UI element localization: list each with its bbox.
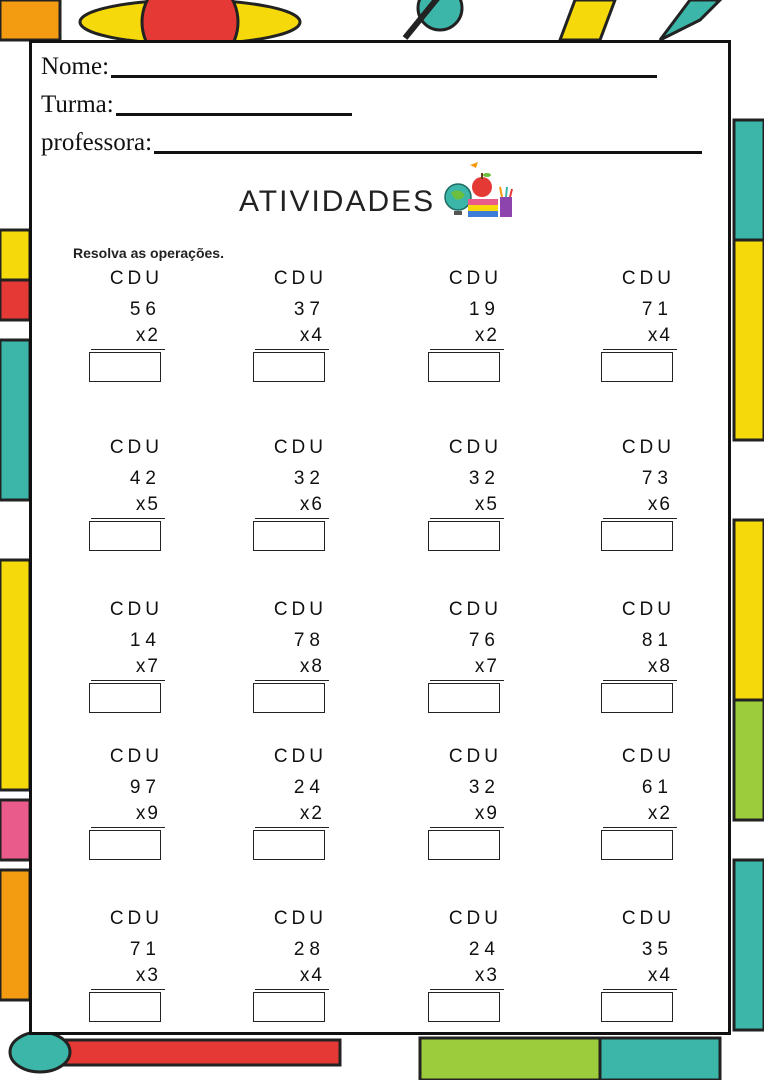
sum-line <box>255 349 329 350</box>
teacher-label: professora: <box>41 129 153 156</box>
problem-multiplier: x7 <box>474 656 499 677</box>
name-line[interactable] <box>111 75 657 78</box>
problem-multiplier: x4 <box>647 325 672 346</box>
problem-number: 24 <box>293 777 325 798</box>
problem-item <box>89 268 169 378</box>
problem-number: 19 <box>468 299 500 320</box>
answer-box[interactable] <box>253 521 325 551</box>
name-label: Nome: <box>41 53 110 80</box>
sum-line <box>603 680 677 681</box>
sum-line <box>430 989 504 990</box>
problem-multiplier: x5 <box>474 494 499 515</box>
problem-item <box>601 268 681 378</box>
problem-item <box>89 599 169 709</box>
sum-line <box>430 827 504 828</box>
sum-line <box>91 680 165 681</box>
answer-box[interactable] <box>89 521 161 551</box>
answer-box[interactable] <box>253 683 325 713</box>
problem-number: 32 <box>468 468 500 489</box>
place-value-header: CDU <box>273 437 327 458</box>
problem-multiplier: x2 <box>299 803 324 824</box>
problem-multiplier: x9 <box>135 803 160 824</box>
problem-number: 32 <box>468 777 500 798</box>
trophy-icon <box>0 560 30 790</box>
problem-multiplier: x6 <box>647 494 672 515</box>
sum-line <box>603 349 677 350</box>
problem-multiplier: x5 <box>135 494 160 515</box>
problem-multiplier: x8 <box>299 656 324 677</box>
book-icon <box>0 230 30 320</box>
problem-number: 42 <box>129 468 161 489</box>
problem-item <box>253 908 333 1018</box>
answer-box[interactable] <box>428 683 500 713</box>
problem-number: 37 <box>293 299 325 320</box>
sum-line <box>91 989 165 990</box>
answer-box[interactable] <box>89 352 161 382</box>
problem-item <box>601 746 681 856</box>
answer-box[interactable] <box>89 992 161 1022</box>
place-value-header: CDU <box>621 908 675 929</box>
answer-box[interactable] <box>253 992 325 1022</box>
worksheet <box>29 40 731 1035</box>
place-value-header: CDU <box>621 599 675 620</box>
place-value-header: CDU <box>109 268 163 289</box>
problem-item <box>89 908 169 1018</box>
problem-multiplier: x3 <box>135 965 160 986</box>
place-value-header: CDU <box>621 437 675 458</box>
school-supplies-icon <box>442 161 514 223</box>
problem-multiplier: x2 <box>647 803 672 824</box>
problem-number: 71 <box>129 939 161 960</box>
sum-line <box>430 518 504 519</box>
problem-number: 76 <box>468 630 500 651</box>
problem-item <box>601 908 681 1018</box>
answer-box[interactable] <box>601 992 673 1022</box>
place-value-header: CDU <box>109 746 163 767</box>
problem-number: 28 <box>293 939 325 960</box>
problem-item <box>601 599 681 709</box>
answer-box[interactable] <box>428 830 500 860</box>
problem-number: 35 <box>641 939 673 960</box>
problem-multiplier: x4 <box>299 965 324 986</box>
class-label: Turma: <box>41 91 114 118</box>
place-value-header: CDU <box>448 746 502 767</box>
problem-number: 73 <box>641 468 673 489</box>
sum-line <box>91 349 165 350</box>
answer-box[interactable] <box>253 352 325 382</box>
problem-multiplier: x4 <box>647 965 672 986</box>
name-field <box>41 53 657 81</box>
class-line[interactable] <box>116 113 352 116</box>
sum-line <box>255 827 329 828</box>
place-value-header: CDU <box>273 746 327 767</box>
problem-multiplier: x2 <box>474 325 499 346</box>
problem-item <box>253 599 333 709</box>
problem-number: 32 <box>293 468 325 489</box>
sum-line <box>603 989 677 990</box>
place-value-header: CDU <box>621 746 675 767</box>
problem-item <box>428 437 508 547</box>
answer-box[interactable] <box>428 521 500 551</box>
place-value-header: CDU <box>109 437 163 458</box>
problem-item <box>253 746 333 856</box>
problem-multiplier: x2 <box>135 325 160 346</box>
problem-number: 81 <box>641 630 673 651</box>
place-value-header: CDU <box>448 599 502 620</box>
sum-line <box>603 827 677 828</box>
problem-item <box>428 268 508 378</box>
class-field <box>41 91 352 119</box>
answer-box[interactable] <box>601 521 673 551</box>
place-value-header: CDU <box>448 908 502 929</box>
problem-multiplier: x9 <box>474 803 499 824</box>
place-value-header: CDU <box>448 437 502 458</box>
problem-number: 97 <box>129 777 161 798</box>
sum-line <box>255 518 329 519</box>
problem-multiplier: x7 <box>135 656 160 677</box>
place-value-header: CDU <box>109 599 163 620</box>
page-title: ATIVIDADES <box>239 185 436 218</box>
problem-multiplier: x8 <box>647 656 672 677</box>
problem-item <box>89 437 169 547</box>
problem-number: 61 <box>641 777 673 798</box>
answer-box[interactable] <box>253 830 325 860</box>
answer-box[interactable] <box>428 992 500 1022</box>
answer-box[interactable] <box>601 830 673 860</box>
problem-multiplier: x3 <box>474 965 499 986</box>
sum-line <box>603 518 677 519</box>
problem-multiplier: x4 <box>299 325 324 346</box>
teacher-line[interactable] <box>154 151 702 154</box>
problem-number: 24 <box>468 939 500 960</box>
instructions: Resolva as operações. <box>73 245 224 261</box>
problem-item <box>253 268 333 378</box>
place-value-header: CDU <box>109 908 163 929</box>
problem-number: 56 <box>129 299 161 320</box>
apple-icon <box>472 173 492 197</box>
problem-item <box>428 599 508 709</box>
problem-item <box>428 908 508 1018</box>
sum-line <box>91 518 165 519</box>
answer-box[interactable] <box>601 352 673 382</box>
sum-line <box>430 680 504 681</box>
place-value-header: CDU <box>448 268 502 289</box>
problem-item <box>601 437 681 547</box>
teacher-field <box>41 129 702 157</box>
answer-box[interactable] <box>601 683 673 713</box>
backpack-icon <box>734 120 764 440</box>
problem-multiplier: x6 <box>299 494 324 515</box>
sum-line <box>91 827 165 828</box>
problem-number: 14 <box>129 630 161 651</box>
problem-item <box>428 746 508 856</box>
place-value-header: CDU <box>273 908 327 929</box>
place-value-header: CDU <box>621 268 675 289</box>
sum-line <box>255 680 329 681</box>
globe-icon <box>445 184 471 215</box>
sum-line <box>255 989 329 990</box>
problem-number: 71 <box>641 299 673 320</box>
place-value-header: CDU <box>273 599 327 620</box>
answer-box[interactable] <box>428 352 500 382</box>
problem-number: 78 <box>293 630 325 651</box>
problem-item <box>253 437 333 547</box>
answer-box[interactable] <box>89 683 161 713</box>
answer-box[interactable] <box>89 830 161 860</box>
sum-line <box>430 349 504 350</box>
problem-item <box>89 746 169 856</box>
place-value-header: CDU <box>273 268 327 289</box>
